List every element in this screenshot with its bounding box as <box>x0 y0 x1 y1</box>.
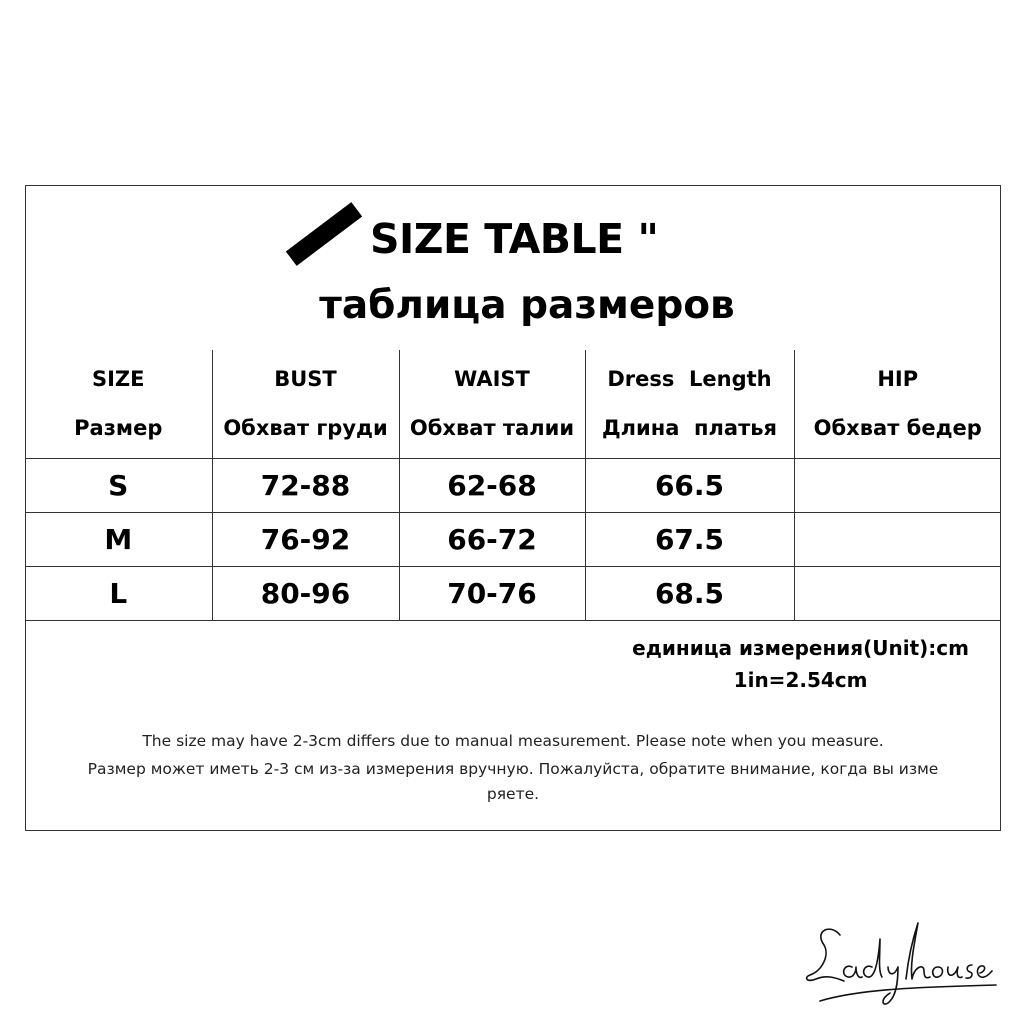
title-russian: таблица размеров <box>319 283 735 328</box>
title-english: SIZE TABLE " <box>370 215 659 263</box>
header-bust: BUST Обхват груди <box>212 350 399 459</box>
table-row <box>25 459 1001 513</box>
cell-size: M <box>25 513 212 567</box>
measurement-note <box>25 727 1001 805</box>
header-waist: WAIST Обхват талии <box>399 350 585 459</box>
cell-size: S <box>25 459 212 513</box>
unit-line-1: единица измерения(Unit):cm <box>632 636 969 660</box>
table-row <box>25 513 1001 567</box>
cell-dress-length: 67.5 <box>585 513 794 567</box>
cell-dress-length: 68.5 <box>585 567 794 621</box>
cell-bust: 72-88 <box>212 459 399 513</box>
cell-size: L <box>25 567 212 621</box>
cell-waist: 66-72 <box>399 513 585 567</box>
header-dress-length: Dress Length Длина платья <box>585 350 794 459</box>
cell-bust: 80-96 <box>212 567 399 621</box>
table-row <box>25 567 1001 621</box>
ladyhouse-logo <box>800 905 1000 1015</box>
header-size: SIZE Размер <box>25 350 212 459</box>
cell-hip <box>794 459 1001 513</box>
header-hip: HIP Обхват бедер <box>794 350 1001 459</box>
cell-hip <box>794 513 1001 567</box>
table-header-row <box>25 350 1001 459</box>
note-english: The size may have 2-3cm differs due to manual measurement. Please note when you measure. <box>142 732 884 750</box>
note-russian-1: Размер может иметь 2-3 см из-за измерения вручную. Пожалуйста, обратите внимание, когда вы изме <box>87 760 939 778</box>
cell-waist: 70-76 <box>399 567 585 621</box>
unit-line-2: 1in=2.54cm <box>733 668 868 692</box>
note-russian-2: ряете. <box>486 785 540 803</box>
size-table <box>25 350 1001 621</box>
unit-note <box>632 632 969 696</box>
cell-bust: 76-92 <box>212 513 399 567</box>
cell-dress-length: 66.5 <box>585 459 794 513</box>
cell-hip <box>794 567 1001 621</box>
cell-waist: 62-68 <box>399 459 585 513</box>
